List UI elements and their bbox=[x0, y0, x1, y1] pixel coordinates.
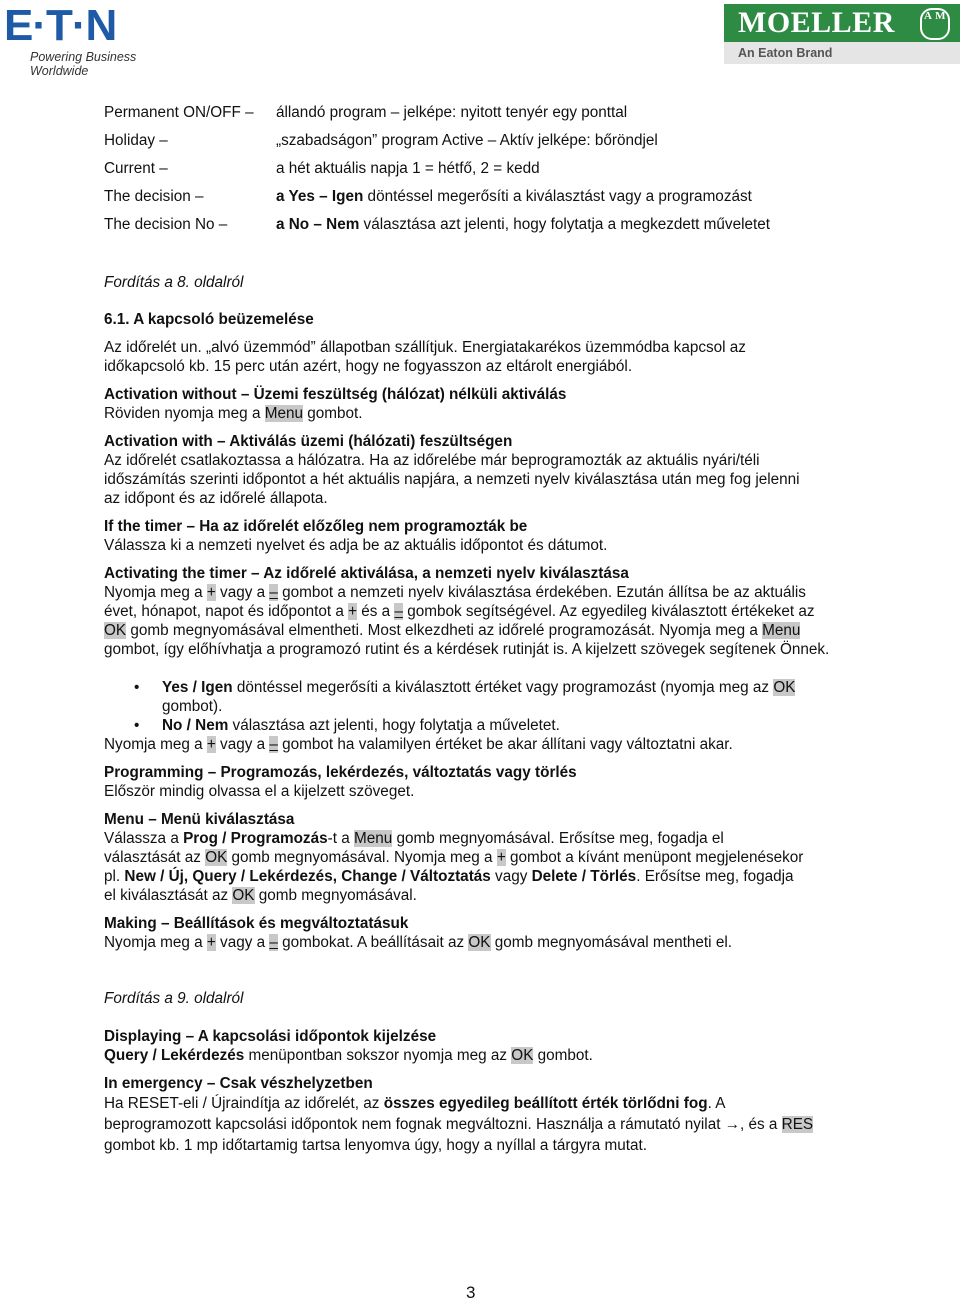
activating-after bbox=[104, 735, 824, 754]
text: gombot a kívánt menüpont megjelenésekor pl. bbox=[104, 849, 804, 885]
text: gombot). bbox=[162, 698, 223, 715]
text: vagy bbox=[490, 868, 532, 885]
minus-key: – bbox=[269, 934, 278, 951]
making-body bbox=[104, 933, 824, 952]
text: gombot, így előhívhatja a programozó rutint és a kérdések rutinját is. A kijelzett szövegek segítenek Önnek. bbox=[104, 641, 830, 658]
moeller-logo bbox=[724, 4, 960, 64]
text: gomb megnyomásával. Erősítse meg, fogadja el választását az bbox=[104, 830, 724, 866]
bold-text: New / Új, Query / Lekérdezés, Change / Változtatás bbox=[124, 868, 491, 885]
text: menüpontban sokszor nyomja meg az bbox=[244, 1047, 512, 1064]
text: vagy a bbox=[215, 584, 270, 601]
programming-body: Először mindig olvassa el a kijelzett szöveget. bbox=[104, 783, 415, 800]
activation-without-body bbox=[104, 404, 824, 423]
text: . A beprogramozott kapcsolási időpontok nem fognak megváltozni. Használja a rámutató nyilat →, és a bbox=[104, 1095, 782, 1133]
translation-note: Fordítás a 8. oldalról bbox=[104, 274, 244, 291]
text: Nyomja meg a bbox=[104, 934, 207, 951]
text: gomb megnyomásával. bbox=[254, 887, 417, 904]
bullet-list bbox=[104, 678, 844, 735]
def-desc-bold: a Yes – Igen bbox=[276, 188, 364, 205]
timer-body: Válassza ki a nemzeti nyelvet és adja be az aktuális időpontot és dátumot. bbox=[104, 537, 608, 554]
text: és a bbox=[357, 603, 395, 620]
section-title: 6.1. A kapcsoló beüzemelése bbox=[104, 311, 314, 328]
page-number: 3 bbox=[466, 1283, 476, 1302]
text: . Erősítse meg, fogadja el kiválasztását az bbox=[104, 868, 794, 904]
menu-key: Menu bbox=[762, 622, 801, 639]
res-key: RES bbox=[781, 1116, 814, 1133]
moeller-wordmark: MOELLER bbox=[738, 6, 895, 39]
def-term: The decision – bbox=[104, 188, 204, 205]
text: gomb megnyomásával mentheti el. bbox=[490, 934, 732, 951]
plus-key: + bbox=[496, 849, 506, 866]
def-desc: a hét aktuális napja 1 = hétfő, 2 = kedd bbox=[276, 160, 540, 177]
text: Röviden nyomja meg a bbox=[104, 405, 265, 422]
text: Ha RESET-eli / Újraindítja az időrelét, az bbox=[104, 1095, 384, 1112]
ok-key: OK bbox=[205, 849, 228, 866]
bold-text: No / Nem bbox=[162, 717, 229, 734]
def-desc-text: választása azt jelenti, hogy folytatja a megkezdett műveletet bbox=[359, 216, 770, 233]
menu-heading: Menu – Menü kiválasztása bbox=[104, 811, 295, 828]
bold-text: Query / Lekérdezés bbox=[104, 1047, 245, 1064]
def-term: Holiday – bbox=[104, 132, 168, 149]
intro-paragraph: Az időrelét un. „alvó üzemmód” állapotban szállítjuk. Energiatakarékos üzemmódba kapcsol az időkapcsoló kb. 15 perc után azért, hogy ne fogyasszon az eltárolt energiából. bbox=[104, 339, 746, 375]
text: választása azt jelenti, hogy folytatja a műveletet. bbox=[228, 717, 560, 734]
displaying-heading: Displaying – A kapcsolási időpontok kijelzése bbox=[104, 1028, 437, 1045]
ok-key: OK bbox=[468, 934, 491, 951]
bold-text: összes egyedileg beállított érték törlődni fog bbox=[383, 1095, 708, 1112]
bullet-icon: • bbox=[134, 717, 140, 734]
text: gombokat. A beállításait az bbox=[277, 934, 469, 951]
ok-key: OK bbox=[511, 1047, 534, 1064]
text: Válassza a bbox=[104, 830, 184, 847]
timer-heading: If the timer – Ha az időrelét előzőleg nem programozták be bbox=[104, 518, 528, 535]
activation-with-heading: Activation with – Aktiválás üzemi (hálózati) feszültségen bbox=[104, 433, 513, 450]
list-item bbox=[104, 678, 844, 716]
bold-text: Delete / Törlés bbox=[531, 868, 637, 885]
ok-key: OK bbox=[104, 622, 127, 639]
translation-note: Fordítás a 9. oldalról bbox=[104, 990, 244, 1007]
def-desc bbox=[276, 188, 752, 206]
def-term: Current – bbox=[104, 160, 168, 177]
bullet-icon: • bbox=[134, 679, 140, 696]
text: Nyomja meg a bbox=[104, 736, 207, 753]
text: gombot kb. 1 mp időtartamig tartsa lenyomva úgy, hogy a nyíllal a tárgyra mutat. bbox=[104, 1137, 648, 1154]
minus-key: – bbox=[269, 736, 278, 753]
plus-key: + bbox=[348, 603, 358, 620]
menu-body bbox=[104, 829, 804, 905]
eaton-tagline: Powering Business Worldwide bbox=[30, 50, 137, 78]
def-desc-bold: a No – Nem bbox=[276, 216, 360, 233]
menu-key: Menu bbox=[353, 830, 393, 847]
text: vagy a bbox=[215, 934, 270, 951]
minus-key: – bbox=[269, 584, 278, 601]
activation-without-heading: Activation without – Üzemi feszültség (hálózat) nélküli aktiválás bbox=[104, 386, 567, 403]
plus-key: + bbox=[206, 584, 216, 601]
programming-heading: Programming – Programozás, lekérdezés, változtatás vagy törlés bbox=[104, 764, 577, 781]
text: vagy a bbox=[215, 736, 270, 753]
text: gombot. bbox=[302, 405, 363, 422]
plus-key: + bbox=[206, 736, 216, 753]
activation-with-body: Az időrelét csatlakoztassa a hálózatra. Ha az időrelébe már beprogramozták az aktuális nyári/téli időszámítás szerinti időpontot a hét aktuális napjára, a nemzeti nyelv kiválasztása után meg fog jelenni az időpont és az időrelé állapota. bbox=[104, 452, 800, 507]
ok-key: OK bbox=[232, 887, 255, 904]
text: gomb megnyomásával. Nyomja meg a bbox=[227, 849, 497, 866]
ok-key: OK bbox=[773, 679, 796, 696]
activating-heading: Activating the timer – Az időrelé aktiválása, a nemzeti nyelv kiválasztása bbox=[104, 565, 629, 582]
text: Nyomja meg a bbox=[104, 584, 207, 601]
text: gombot ha valamilyen értéket be akar állítani vagy változtatni akar. bbox=[277, 736, 733, 753]
minus-key: – bbox=[394, 603, 403, 620]
def-desc: „szabadságon” program Active – Aktív jelképe: bőröndjel bbox=[276, 132, 658, 149]
moeller-emblem-icon: A M bbox=[920, 8, 950, 40]
eaton-logo bbox=[4, 1, 194, 78]
text: -t a bbox=[327, 830, 354, 847]
def-desc bbox=[276, 216, 770, 234]
making-heading: Making – Beállítások és megváltoztatásuk bbox=[104, 915, 409, 932]
def-term: The decision No – bbox=[104, 216, 228, 233]
plus-key: + bbox=[206, 934, 216, 951]
moeller-subtitle: An Eaton Brand bbox=[724, 42, 960, 64]
def-desc: állandó program – jelképe: nyitott tenyér egy ponttal bbox=[276, 104, 628, 121]
list-item bbox=[104, 716, 844, 735]
activating-body bbox=[104, 583, 832, 659]
bold-text: Prog / Programozás bbox=[183, 830, 328, 847]
eaton-wordmark: E·T·N bbox=[4, 1, 117, 50]
def-term: Permanent ON/OFF – bbox=[104, 104, 254, 121]
text: gombot a nemzeti nyelv kiválasztása érdekében. Ezután állítsa be az aktuális évet, hónapot, napot és időpontot a bbox=[104, 584, 806, 620]
emergency-body bbox=[104, 1093, 834, 1156]
text: gombok segítségével. Az egyedileg kiválasztott értékeket az bbox=[402, 603, 815, 620]
displaying-body bbox=[104, 1046, 824, 1065]
def-desc-text: döntéssel megerősíti a kiválasztást vagy a programozást bbox=[363, 188, 752, 205]
moeller-banner bbox=[724, 4, 960, 42]
menu-key: Menu bbox=[264, 405, 303, 422]
text: döntéssel megerősíti a kiválasztott értéket vagy programozást (nyomja meg az bbox=[232, 679, 774, 696]
text: gombot. bbox=[533, 1047, 593, 1064]
text: gomb megnyomásával elmentheti. Most elkezdheti az időrelé programozását. Nyomja meg a bbox=[126, 622, 763, 639]
emergency-heading: In emergency – Csak vészhelyzetben bbox=[104, 1075, 373, 1092]
bold-text: Yes / Igen bbox=[162, 679, 233, 696]
